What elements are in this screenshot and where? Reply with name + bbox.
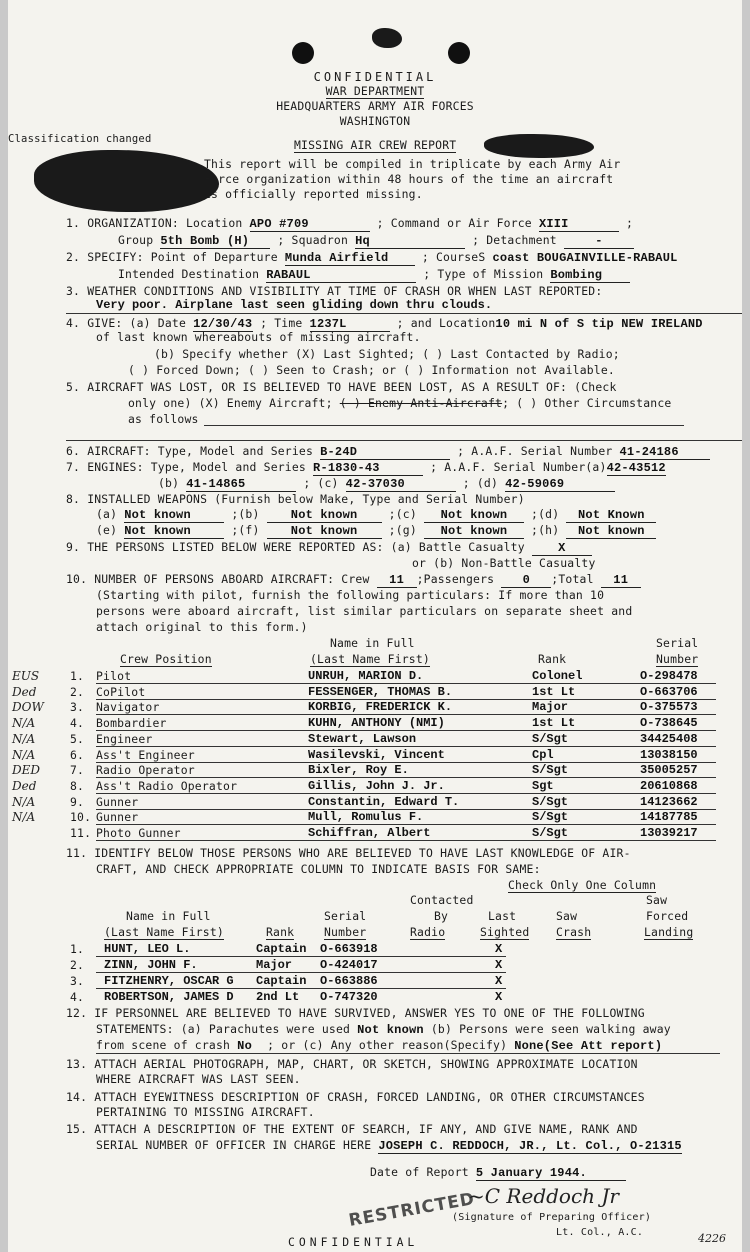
crew-row <box>8 685 742 700</box>
crew-rank: Sgt <box>532 779 554 793</box>
parachutes-field: Not known <box>357 1023 424 1037</box>
crew-h-name2: (Last Name First) <box>310 652 430 666</box>
q11-h-serial1: Serial <box>324 909 367 923</box>
punch-hole-right-icon <box>448 42 470 64</box>
instruction-line-3: is officially reported missing. <box>204 187 423 201</box>
crew-status-mark: DED <box>12 763 41 777</box>
q2-line2: Intended Destination RABAUL ; Type of Mission Bombing <box>118 267 630 283</box>
engine-type-field: R-1830-43 <box>313 461 423 476</box>
q12-line2: STATEMENTS: (a) Parachutes were used Not known (b) Persons were seen walking away <box>96 1022 671 1037</box>
crew-serial: O-663706 <box>640 685 698 699</box>
report-page <box>8 0 742 1252</box>
q8-row2: (e) Not known ;(f) Not known ;(g) Not known ;(h) Not known <box>96 523 656 539</box>
q1-line2: Group 5th Bomb (H) ; Squadron Hq ; Detachment - <box>118 233 634 249</box>
ink-blot-top-icon <box>372 28 402 48</box>
crew-position: Radio Operator <box>96 763 195 777</box>
other-reason-field: None(See Att report) <box>514 1039 663 1053</box>
q11-line1: 11. IDENTIFY BELOW THOSE PERSONS WHO ARE BELIEVED TO HAVE LAST KNOWLEDGE OF AIR- <box>66 846 631 860</box>
form-title: MISSING AIR CREW REPORT <box>294 138 457 152</box>
crew-row <box>8 810 742 825</box>
crew-rank: Colonel <box>532 669 583 683</box>
aircraft-type-field: B-24D <box>320 445 450 460</box>
last-sighted-mark: X <box>495 942 503 956</box>
crew-row-number: 11. <box>70 826 92 840</box>
q5-line1: 5. AIRCRAFT WAS LOST, OR IS BELIEVED TO HAVE BEEN LOST, AS A RESULT OF: (Check <box>66 380 617 394</box>
crew-h-name1: Name in Full <box>330 636 415 650</box>
group-field: 5th Bomb (H) <box>160 234 270 249</box>
crew-name: Wasilevski, Vincent <box>308 748 445 762</box>
redaction-blot-right-icon <box>484 134 594 158</box>
q15-line1: 15. ATTACH A DESCRIPTION OF THE EXTENT OF SEARCH, IF ANY, AND GIVE NAME, RANK AND <box>66 1122 638 1136</box>
crew-count: 11 <box>377 573 417 588</box>
crew-position: Ass't Engineer <box>96 748 195 762</box>
witness-row-number: 1. <box>70 942 85 956</box>
crew-name: Gillis, John J. Jr. <box>308 779 445 793</box>
witness-serial: O-663918 <box>320 942 378 956</box>
last-sighted-mark: X <box>495 974 503 988</box>
q11-h-name2: (Last Name First) <box>104 925 224 939</box>
crew-row-number: 7. <box>70 763 85 777</box>
footer-confidential: CONFIDENTIAL <box>288 1235 419 1249</box>
command-field: XIII <box>539 217 619 232</box>
q13-line1: 13. ATTACH AERIAL PHOTOGRAPH, MAP, CHART, OR SKETCH, SHOWING APPROXIMATE LOCATION <box>66 1057 638 1071</box>
witness-row <box>8 990 742 1005</box>
q11-h-crash2: Crash <box>556 925 592 939</box>
total-count: 11 <box>601 573 641 588</box>
crew-name: KUHN, ANTHONY (NMI) <box>308 716 445 730</box>
crew-row <box>8 732 742 747</box>
destination-field: RABAUL <box>266 268 416 283</box>
header-confidential: CONFIDENTIAL <box>313 70 437 84</box>
crew-row-number: 1. <box>70 669 85 683</box>
officer-field: JOSEPH C. REDDOCH, JR., Lt. Col., O-21315 <box>378 1139 682 1153</box>
crew-row <box>8 779 742 794</box>
witness-rank: Major <box>256 958 293 972</box>
crew-h-rank: Rank <box>538 652 567 666</box>
signature-sub: Lt. Col., A.C. <box>556 1227 644 1238</box>
q9-line2: or (b) Non-Battle Casualty <box>412 556 596 570</box>
crew-row <box>8 826 742 841</box>
crew-rank: Cpl <box>532 748 554 762</box>
crew-serial: O-738645 <box>640 716 698 730</box>
q11-h-radio1: Contacted <box>410 893 474 907</box>
q8-line1: 8. INSTALLED WEAPONS (Furnish below Make, Type and Serial Number) <box>66 492 525 506</box>
crew-status-mark: DOW <box>12 700 44 714</box>
crew-row <box>8 716 742 731</box>
q11-h-radio3: Radio <box>410 925 446 939</box>
crew-rank: S/Sgt <box>532 732 569 746</box>
q11-h-name1: Name in Full <box>126 909 211 923</box>
crew-status-mark: EUS <box>12 669 40 683</box>
crew-serial: 14187785 <box>640 810 698 824</box>
crew-rank: S/Sgt <box>532 810 569 824</box>
q11-h-forced3: Landing <box>644 925 694 939</box>
crew-name: Constantin, Edward T. <box>308 795 460 809</box>
q2-line1: 2. SPECIFY: Point of Departure Munda Airfield ; CourseS coast BOUGAINVILLE-RABAUL <box>66 250 678 265</box>
punch-hole-left-icon <box>292 42 314 64</box>
crew-row <box>8 763 742 778</box>
witness-rank: 2nd Lt <box>256 990 300 1004</box>
crew-row <box>8 669 742 684</box>
crew-row <box>8 748 742 763</box>
q3-line1: 3. WEATHER CONDITIONS AND VISIBILITY AT TIME OF CRASH OR WHEN LAST REPORTED: <box>66 284 603 298</box>
departure-field: Munda Airfield <box>285 251 415 266</box>
detachment-field: - <box>564 234 634 249</box>
q11-h-radio2: By <box>434 909 449 923</box>
q9-line1: 9. THE PERSONS LISTED BELOW WERE REPORTED AS: (a) Battle Casualty X <box>66 540 592 556</box>
q11-check: Check Only One Column <box>508 878 657 892</box>
crew-name: Bixler, Roy E. <box>308 763 409 777</box>
witness-rank: Captain <box>256 974 307 988</box>
crew-position: Ass't Radio Operator <box>96 779 238 793</box>
signature-caption: (Signature of Preparing Officer) <box>452 1212 652 1223</box>
crew-name: Schiffran, Albert <box>308 826 431 840</box>
time-field: 1237L <box>310 317 390 332</box>
crew-row-number: 8. <box>70 779 85 793</box>
crew-name: KORBIG, FREDERICK K. <box>308 700 453 714</box>
crew-serial: O-298478 <box>640 669 698 683</box>
crew-row-number: 3. <box>70 700 85 714</box>
q11-h-sighted2: Sighted <box>480 925 530 939</box>
crew-status-mark: Ded <box>12 685 37 699</box>
crew-h-serial1: Serial <box>656 636 699 650</box>
q14-line1: 14. ATTACH EYEWITNESS DESCRIPTION OF CRASH, FORCED LANDING, OR OTHER CIRCUMSTANCES <box>66 1090 645 1104</box>
q10-line1: 10. NUMBER OF PERSONS ABOARD AIRCRAFT: Crew 11 ;Passengers 0 ;Total 11 <box>66 572 641 588</box>
crew-row-number: 5. <box>70 732 85 746</box>
crew-status-mark: N/A <box>12 716 36 730</box>
q3-value: Very poor. Airplane last seen gliding down thru clouds. <box>96 298 493 312</box>
witness-serial: O-424017 <box>320 958 378 972</box>
q12-line3: from scene of crash No ; or (c) Any other reason(Specify) None(See Att report) <box>96 1038 663 1053</box>
crew-serial: 20610868 <box>640 779 698 793</box>
battle-casualty-mark: X <box>532 541 592 556</box>
engine-serial-c: 42-37030 <box>346 477 456 492</box>
crew-row-number: 10. <box>70 810 92 824</box>
crew-row-number: 4. <box>70 716 85 730</box>
crew-serial: 14123662 <box>640 795 698 809</box>
crew-status-mark: Ded <box>12 779 37 793</box>
witness-row <box>8 958 742 973</box>
witness-row-number: 4. <box>70 990 85 1004</box>
header-dept: WAR DEPARTMENT <box>325 84 425 98</box>
header-hq: HEADQUARTERS ARMY AIR FORCES <box>276 99 474 113</box>
crew-h-serial2: Number <box>656 652 699 666</box>
page-number: 4226 <box>698 1232 726 1245</box>
signature-mark-icon: ~C Reddoch Jr <box>468 1184 619 1208</box>
crew-position: Pilot <box>96 669 132 683</box>
q11-h-forced1: Saw <box>646 893 668 907</box>
crew-status-mark: N/A <box>12 810 36 824</box>
q11-h-serial2: Number <box>324 925 367 939</box>
redaction-blot-left-icon <box>34 150 219 212</box>
crew-serial: 13039217 <box>640 826 698 840</box>
seen-crash-field: No <box>237 1039 267 1054</box>
passenger-count: 0 <box>501 573 551 588</box>
last-sighted-mark: X <box>495 958 503 972</box>
q4-line3: (b) Specify whether (X) Last Sighted; ( ) Last Contacted by Radio; <box>154 347 620 361</box>
crew-rank: S/Sgt <box>532 763 569 777</box>
witness-row <box>8 974 742 989</box>
crew-rank: 1st Lt <box>532 685 576 699</box>
q12-line1: 12. IF PERSONNEL ARE BELIEVED TO HAVE SURVIVED, ANSWER YES TO ONE OF THE FOLLOWING <box>66 1006 645 1020</box>
crew-position: Photo Gunner <box>96 826 181 840</box>
squadron-field: Hq <box>355 234 465 249</box>
restricted-stamp: RESTRICTED <box>347 1189 477 1231</box>
witness-serial: O-747320 <box>320 990 378 1004</box>
date-field: 12/30/43 <box>193 317 253 331</box>
crew-row <box>8 795 742 810</box>
crew-name: FESSENGER, THOMAS B. <box>308 685 453 699</box>
q11-h-sighted1: Last <box>488 909 517 923</box>
q10-line3: persons were aboard aircraft, list similar particulars on separate sheet and <box>96 604 633 618</box>
witness-row-number: 3. <box>70 974 85 988</box>
crew-row <box>8 700 742 715</box>
report-date-field: 5 January 1944. <box>476 1166 626 1181</box>
q11-h-crash1: Saw <box>556 909 578 923</box>
header-city: WASHINGTON <box>339 114 411 128</box>
witness-name: HUNT, LEO L. <box>104 942 191 956</box>
crew-serial: O-375573 <box>640 700 698 714</box>
engine-serial-d: 42-59069 <box>505 477 615 492</box>
q1-line1: 1. ORGANIZATION: Location APO #709 ; Command or Air Force XIII ; <box>66 216 634 231</box>
crew-name: UNRUH, MARION D. <box>308 669 424 683</box>
crew-position: Bombardier <box>96 716 167 730</box>
crew-rank: S/Sgt <box>532 826 569 840</box>
q11-line2: CRAFT, AND CHECK APPROPRIATE COLUMN TO INDICATE BASIS FOR SAME: <box>96 862 541 876</box>
crew-row-number: 2. <box>70 685 85 699</box>
crew-position: Gunner <box>96 795 139 809</box>
crew-status-mark: N/A <box>12 732 36 746</box>
q11-h-forced2: Forced <box>646 909 689 923</box>
q4-line4: ( ) Forced Down; ( ) Seen to Crash; or ( ) Information not Available. <box>128 363 615 377</box>
instruction-line-1: This report will be compiled in triplicate by each Army Air <box>204 157 621 171</box>
location-field: APO #709 <box>250 217 370 232</box>
q4-line1: 4. GIVE: (a) Date 12/30/43 ; Time 1237L ; and Location10 mi N of S tip NEW IRELAND <box>66 316 703 331</box>
q15-line2: SERIAL NUMBER OF OFFICER IN CHARGE HERE JOSEPH C. REDDOCH, JR., Lt. Col., O-21315 <box>96 1138 682 1153</box>
q7-line2: (b) 41-14865 ; (c) 42-37030 ; (d) 42-59069 <box>158 476 615 492</box>
crew-name: Stewart, Lawson <box>308 732 417 746</box>
witness-name: ZINN, JOHN F. <box>104 958 198 972</box>
witness-name: FITZHENRY, OSCAR G <box>104 974 234 988</box>
q11-h-rank: Rank <box>266 925 295 939</box>
crew-position: Gunner <box>96 810 139 824</box>
crew-h-pos: Crew Position <box>120 652 212 666</box>
aircraft-serial-field: 41-24186 <box>620 445 710 460</box>
q5-line2: only one) (X) Enemy Aircraft; ( ) Enemy Anti-Aircraft; ( ) Other Circumstance <box>128 396 672 410</box>
classification-note: Classification changed <box>8 133 152 145</box>
crew-row-number: 6. <box>70 748 85 762</box>
crew-rank: S/Sgt <box>532 795 569 809</box>
course-field: coast BOUGAINVILLE-RABAUL <box>492 251 678 265</box>
q13-line2: WHERE AIRCRAFT WAS LAST SEEN. <box>96 1072 301 1086</box>
crew-position: CoPilot <box>96 685 146 699</box>
engine-serial-a: 42-43512 <box>606 461 666 475</box>
q10-line2: (Starting with pilot, furnish the following particulars: If more than 10 <box>96 588 605 602</box>
crew-serial: 34425408 <box>640 732 698 746</box>
crew-status-mark: N/A <box>12 748 36 762</box>
witness-name: ROBERTSON, JAMES D <box>104 990 234 1004</box>
crew-position: Navigator <box>96 700 160 714</box>
witness-row <box>8 942 742 957</box>
mission-field: Bombing <box>550 268 630 283</box>
q10-line4: attach original to this form.) <box>96 620 308 634</box>
q6-line: 6. AIRCRAFT: Type, Model and Series B-24D ; A.A.F. Serial Number 41-24186 <box>66 444 710 460</box>
location-lost-field: 10 mi N of S tip NEW IRELAND <box>495 317 703 331</box>
q14-line2: PERTAINING TO MISSING AIRCRAFT. <box>96 1105 315 1119</box>
crew-rank: Major <box>532 700 569 714</box>
crew-name: Mull, Romulus F. <box>308 810 424 824</box>
engine-serial-b: 41-14865 <box>186 477 296 492</box>
last-sighted-mark: X <box>495 990 503 1004</box>
crew-row-number: 9. <box>70 795 85 809</box>
q5-line3: as follows <box>128 412 199 426</box>
report-date-line: Date of Report 5 January 1944. <box>370 1165 626 1181</box>
crew-serial: 35005257 <box>640 763 698 777</box>
witness-row-number: 2. <box>70 958 85 972</box>
q8-row1: (a) Not known ;(b) Not known ;(c) Not known ;(d) Not Known <box>96 507 656 523</box>
crew-status-mark: N/A <box>12 795 36 809</box>
instruction-line-2: Force organization within 48 hours of the time an aircraft <box>204 172 614 186</box>
witness-serial: O-663886 <box>320 974 378 988</box>
witness-rank: Captain <box>256 942 307 956</box>
q7-line1: 7. ENGINES: Type, Model and Series R-1830-43 ; A.A.F. Serial Number(a)42-43512 <box>66 460 666 475</box>
crew-serial: 13038150 <box>640 748 698 762</box>
crew-position: Engineer <box>96 732 153 746</box>
q4-line2: of last known whereabouts of missing aircraft. <box>96 330 421 344</box>
crew-rank: 1st Lt <box>532 716 576 730</box>
